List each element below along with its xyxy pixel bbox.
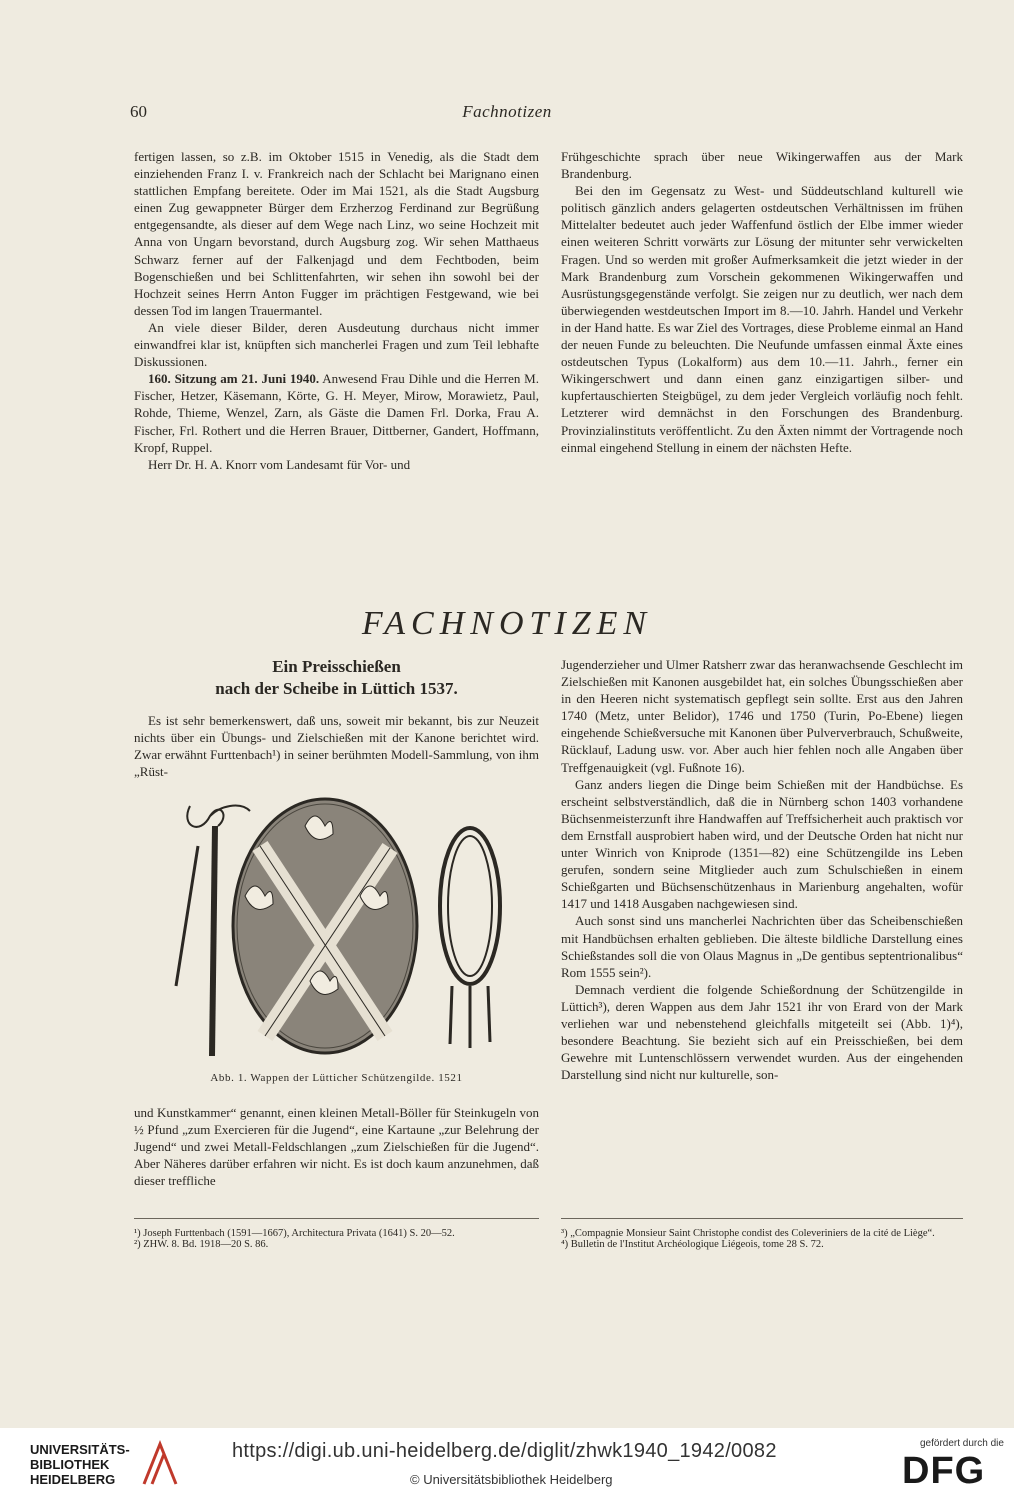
article-title [134, 656, 539, 700]
shield-illustration [233, 799, 417, 1053]
footnote-rule-left [134, 1218, 539, 1219]
library-logo[interactable] [30, 1442, 130, 1487]
meeting-heading: 160. Sitzung am 21. Juni 1940. [148, 371, 320, 387]
paragraph: Bei den im Gegensatz zu West- und Süddeutschland kulturell wie politisch gänzlich anders gelagerten ostdeutschen Verhältnissen im frühen Mittelalter bedeutet auch jeder Waffenfund östlich der Elbe immer wieder einen weiteren Schritt vorwärts zur Lösung der mitunter sehr verwickelten Fragen. Und so werden mit großer Aufmerksamkeit die jetzt wieder in der Mark Brandenburg zum Vorschein gekommenen Wikingerwaffen und Ausrüstungsgegenstände verfolgt. Sie zeigen nur zu deutlich, wer nach dem überwiegenden westdeutschen Import im 8.—10. Jahrh. Handel und Verkehr in der Hand hatte. Es war Ziel des Vortrages, diese Probleme einmal an Hand der neuen Funde zu beleuchten. Die Neufunde umfassen einmal Äxte eines ostdeutschen Typus (Lokalform) aus dem 10.—11. Jahrh., ferner ein Wikingerschwert und dann einen ganz einzigartigen silber- und kupfertauschierten Steigbügel, zu dem jeder Vergleich vorläufig noch fehlt. Letzterer wird demnächst in den Forschungen des Brandenburg. Provinzialinstituts veröffentlicht. Zu den Äxten nimmt der Vortragende noch einmal eingehend Stellung in einem der nächsten Hefte. [561, 183, 963, 455]
top-left-column [134, 148, 539, 473]
footer-bar [0, 1428, 1014, 1500]
top-right-column [561, 148, 963, 456]
copyright-notice: © Universitätsbibliothek Heidelberg [410, 1472, 613, 1487]
page-number: 60 [130, 102, 147, 121]
coat-of-arms-figure [170, 786, 515, 1064]
section-title: FACHNOTIZEN [361, 605, 653, 642]
meeting-paragraph [134, 370, 539, 455]
dfg-logo[interactable]: DFG [902, 1450, 986, 1492]
funding-note: gefördert durch die [920, 1438, 1004, 1449]
article-left-bottom-column [134, 1104, 539, 1189]
footnote: ³) „Compagnie Monsieur Saint Christophe condist des Coleveriniers de la cité de Liège“. [561, 1228, 935, 1239]
footnotes-left [134, 1228, 539, 1250]
paragraph: Ganz anders liegen die Dinge beim Schießen mit der Handbüchse. Es erscheint selbstverständlich, daß die in Nürnberg schon 1403 vorhandene Büchsenmeisterzunft ihre Handwaffen auf Treffsicherheit auch praktisch vor dem Ernstfall ausprobiert haben wird, und der Deutsche Orden hat nicht nur unter Winrich von Kniprode (1351—82) eine Schützengilde ins Leben gerufen, sondern seine Mitglieder auch zum Schulschießen in einem Schießgarten und Büchsenschützenhaus in Marienburg angehalten, wofür 1417 und 1418 Ausgaben nachgewiesen sind. [561, 776, 963, 912]
footnote: ¹) Joseph Furttenbach (1591—1667), Architectura Privata (1641) S. 20—52. [134, 1228, 455, 1239]
paragraph: fertigen lassen, so z.B. im Oktober 1515 in Venedig, als die Stadt dem einziehenden Franz I. v. Frankreich nach der Schlacht bei Marignano einen stattlichen Empfang bereitete. Oder im Mai 1521, als die Stadt Augsburg einen Zug gewappneter Bürger dem Erzherzog Ferdinand zur Begrüßung entgegensandte, als dieser auf dem Wege nach Linz, wo seine Hochzeit mit Anna von Ungarn bevorstand, durch Augsburg zog. Wir sehen Matthaeus Schwarz ferner auf der Falkenjagd und dem Fechtboden, beim Bogenschießen und bei Schlittenfahrten, wir sehen ihn sowohl bei der Hochzeit seines Herrn Anton Fugger im prächtigen Festgewand, wie bei dessen Tod im langen Trauermantel. [134, 149, 539, 318]
article-title-line1: Ein Preisschießen [272, 657, 401, 676]
figure-caption: Abb. 1. Wappen der Lütticher Schützengilde. 1521 [210, 1072, 463, 1084]
footnote: ⁴) Bulletin de l'Institut Archéologique Liégeois, tome 28 S. 72. [561, 1239, 824, 1250]
footnotes-right [561, 1228, 963, 1250]
paragraph: Demnach verdient die folgende Schießordnung der Schützengilde in Lüttich³), deren Wappen aus dem Jahr 1521 ihr von Erard von der Mark verliehen war und nebenstehend gleichfalls mitgeteilt sei (Abb. 1)⁴), besondere Beachtung. Sie bezieht sich auf ein Preisschießen, bei dem Gewehre mit Luntenschlössern verwendet wurden. Aus der eingehenden Darstellung sind nicht nur kulturelle, son- [561, 981, 963, 1083]
paragraph: An viele dieser Bilder, deren Ausdeutung durchaus nicht immer einwandfrei klar ist, knüpften sich mancherlei Fragen und zum Teil lebhafte Diskussionen. [134, 319, 539, 370]
paragraph: und Kunstkammer“ genannt, einen kleinen Metall-Böller für Steinkugeln von ½ Pfund „zum Exercieren für die Jugend“, eine Kartaune „zur Belehrung der Jugend“ und zwei Metall-Feldschlangen „zum Zielschießen für die Jugend“. Aber Näheres darüber erfahren wir nicht. Es ist doch kaum anzunehmen, daß dieser treffliche [134, 1105, 539, 1189]
running-title: Fachnotizen [462, 102, 552, 121]
library-logo-line: HEIDELBERG [30, 1472, 116, 1487]
article-right-column [561, 656, 963, 1083]
paragraph: Frühgeschichte sprach über neue Wikingerwaffen aus der Mark Brandenburg. [561, 149, 963, 182]
paragraph: Herr Dr. H. A. Knorr vom Landesamt für Vor- und [148, 456, 411, 472]
library-logo-line: UNIVERSITÄTS- [30, 1442, 130, 1457]
article-title-line2: nach der Scheibe in Lüttich 1537. [215, 679, 458, 698]
paragraph: Auch sonst sind uns mancherlei Nachrichten über das Scheibenschießen mit Handbüchsen erhalten geblieben. Die älteste bildliche Darstellung eines Schießstandes soll die von Olaus Magnus in „De gentibus septentrionalibus“ Rom 1555 sein²). [561, 913, 963, 980]
meeting-text: Anwesend Frau Dihle und die Herren M. Fischer, Hetzer, Käsemann, Körte, G. H. Meyer, Mirow, Morawietz, Paul, Rohde, Thieme, Wenzel, Zarn, als Gäste die Damen Frl. Dorka, Frau A. Fischer, Frl. Rothert und die Herren Brauer, Dittberner, Gandert, Hoffmann, Kropf, Ruppel. [134, 371, 539, 455]
permalink-url[interactable]: https://digi.ub.uni-heidelberg.de/diglit/zhwk1940_1942/0082 [232, 1440, 777, 1462]
library-mark-icon [140, 1438, 180, 1488]
footnote: ²) ZHW. 8. Bd. 1918—20 S. 86. [134, 1239, 269, 1250]
chain-collar-illustration [440, 828, 500, 1048]
paragraph: Es ist sehr bemerkenswert, daß uns, soweit mir bekannt, bis zur Neuzeit nichts über ein Übungs- und Zielschießen mit der Kanone berichtet wird. Zwar erwähnt Furttenbach¹) in seiner berühmten Modell-Sammlung, von ihm „Rüst- [134, 713, 539, 780]
article-intro-column [134, 712, 539, 780]
paragraph: Jugenderzieher und Ulmer Ratsherr zwar das heranwachsende Geschlecht im Zielschießen mit Kanonen ausgebildet hat, ein solches Übungsschießen aber in den Heeren nicht systematisch gepflegt sein sollte. Erst aus den Jahren 1740 (Metz, unter Belidor), 1746 und 1750 (Turin, Po-Ebene) liegen eingehende Schießversuche mit Kanonen über Pulververbrauch, Schußweite, Rücklauf, Ladung usw. vor. Aber auch hier fehlen noch alle Angaben über Treffgenauigkeit (vgl. Fußnote 16). [561, 657, 963, 775]
library-logo-line: BIBLIOTHEK [30, 1457, 110, 1472]
footnote-rule-right [561, 1218, 963, 1219]
